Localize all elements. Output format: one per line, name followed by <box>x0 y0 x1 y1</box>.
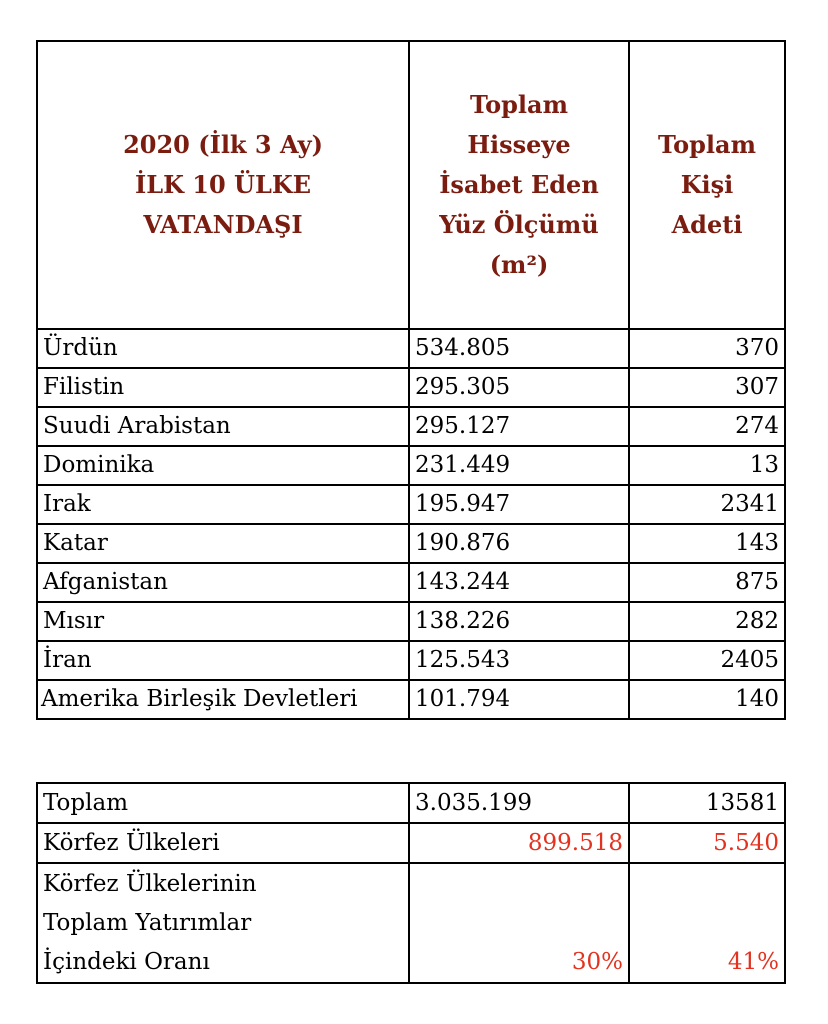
country-cell: Irak <box>37 485 409 524</box>
country-cell: Afganistan <box>37 563 409 602</box>
people-cell: 307 <box>629 368 785 407</box>
table-row <box>37 641 785 680</box>
ratio-row <box>37 863 785 983</box>
country-cell: Suudi Arabistan <box>37 407 409 446</box>
header-line: Yüz Ölçümü <box>439 210 599 239</box>
people-cell: 274 <box>629 407 785 446</box>
header-line: 2020 (İlk 3 Ay) <box>123 130 323 159</box>
total-area: 3.035.199 <box>409 783 629 823</box>
header-row <box>37 41 785 329</box>
people-cell: 2341 <box>629 485 785 524</box>
area-cell: 138.226 <box>409 602 629 641</box>
gulf-people: 5.540 <box>629 823 785 863</box>
gulf-label: Körfez Ülkeleri <box>37 823 409 863</box>
table-row <box>37 485 785 524</box>
header-line: VATANDAŞI <box>143 210 303 239</box>
area-cell: 125.543 <box>409 641 629 680</box>
total-row <box>37 783 785 823</box>
ratio-label-line: İçindeki Oranı <box>43 949 210 975</box>
area-cell: 231.449 <box>409 446 629 485</box>
header-line: (m²) <box>489 250 549 279</box>
ratio-label-line: Toplam Yatırımlar <box>43 910 252 936</box>
header-line: İLK 10 ÜLKE <box>134 170 312 199</box>
people-cell: 143 <box>629 524 785 563</box>
people-cell: 370 <box>629 329 785 368</box>
country-cell: Dominika <box>37 446 409 485</box>
header-line: Hisseye <box>467 130 571 159</box>
table-row <box>37 407 785 446</box>
gulf-area: 899.518 <box>409 823 629 863</box>
area-cell: 190.876 <box>409 524 629 563</box>
country-table <box>36 40 786 720</box>
area-cell: 295.305 <box>409 368 629 407</box>
country-cell: Ürdün <box>37 329 409 368</box>
table-row <box>37 446 785 485</box>
header-line: İsabet Eden <box>439 170 599 199</box>
ratio-people: 41% <box>629 863 785 983</box>
people-cell: 2405 <box>629 641 785 680</box>
ratio-label <box>37 863 409 983</box>
area-cell: 195.947 <box>409 485 629 524</box>
header-area <box>409 41 629 329</box>
country-cell: Filistin <box>37 368 409 407</box>
people-cell: 13 <box>629 446 785 485</box>
country-cell: Mısır <box>37 602 409 641</box>
table-row <box>37 680 785 719</box>
people-cell: 282 <box>629 602 785 641</box>
area-cell: 295.127 <box>409 407 629 446</box>
header-line: Adeti <box>671 210 743 239</box>
header-people <box>629 41 785 329</box>
ratio-label-line: Körfez Ülkelerinin <box>43 871 257 897</box>
area-cell: 143.244 <box>409 563 629 602</box>
area-cell: 534.805 <box>409 329 629 368</box>
header-line: Toplam <box>470 90 568 119</box>
header-line: Kişi <box>680 170 734 199</box>
area-cell: 101.794 <box>409 680 629 719</box>
country-cell: İran <box>37 641 409 680</box>
table-row <box>37 563 785 602</box>
country-cell: Amerika Birleşik Devletleri <box>37 680 409 719</box>
people-cell: 140 <box>629 680 785 719</box>
table-row <box>37 368 785 407</box>
table-row <box>37 602 785 641</box>
total-label: Toplam <box>37 783 409 823</box>
country-cell: Katar <box>37 524 409 563</box>
header-line: Toplam <box>658 130 756 159</box>
total-people: 13581 <box>629 783 785 823</box>
summary-table <box>36 782 786 984</box>
table-row <box>37 329 785 368</box>
gulf-row <box>37 823 785 863</box>
people-cell: 875 <box>629 563 785 602</box>
ratio-area: 30% <box>409 863 629 983</box>
table-row <box>37 524 785 563</box>
header-country <box>37 41 409 329</box>
